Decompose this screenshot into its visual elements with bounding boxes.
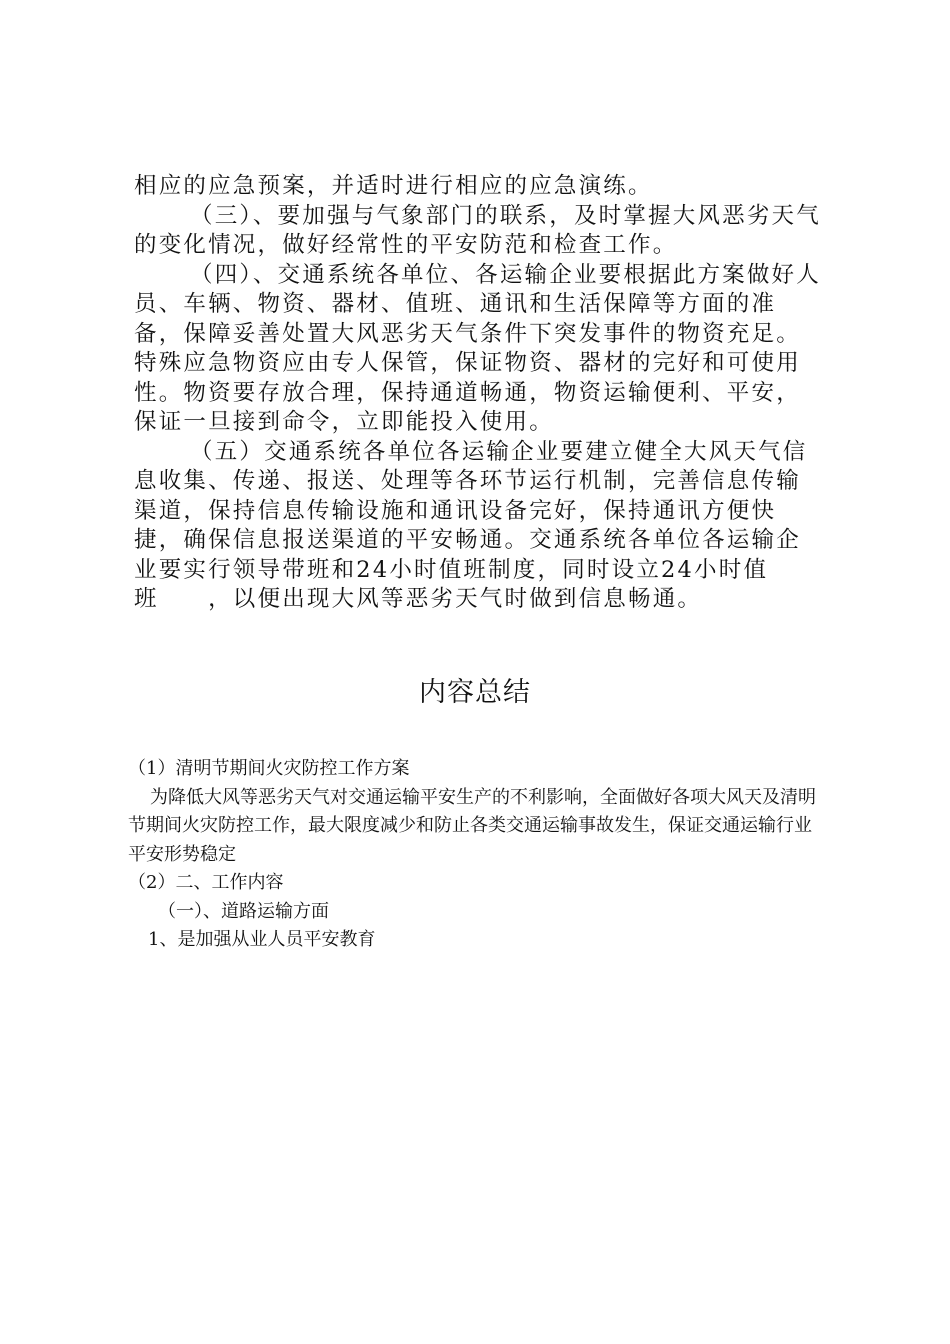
document-body	[134, 172, 824, 615]
summary-item-3: （一）、道路运输方面	[158, 900, 329, 922]
paragraph-information-mechanism: （五）交通系统各单位各运输企业要建立健全大风天气信息收集、传递、报送、处理等各环节运行机制，完善信息传输渠道，保持信息传输设施和通讯设备完好，保持通讯方便快捷，确保信息报送渠道的平安畅通。交通系统各单位各运输企业要实行领导带班和24小时值班制度，同时设立24小时值班 ，以便出现大风等恶劣天气时做到信息畅通。	[134, 438, 808, 612]
summary-item-1: （1）清明节期间火灾防控工作方案	[128, 758, 410, 779]
summary-title: 内容总结	[419, 677, 531, 708]
summary-paragraph: 为降低大风等恶劣天气对交通运输平安生产的不利影响，全面做好各项大风天及清明节期间火灾防控工作，最大限度减少和防止各类交通运输事故发生，保证交通运输行业平安形势稳定	[128, 786, 816, 865]
summary-item-2: （2）二、工作内容	[128, 872, 284, 893]
paragraph-material-preparation: （四）、交通系统各单位、各运输企业要根据此方案做好人员、车辆、物资、器材、值班、通讯和生活保障等方面的准备，保障妥善处置大风恶劣天气条件下突发事件的物资充足。特殊应急物资应由专人保管，保证物资、器材的完好和可使用性。物资要存放合理，保持通道畅通，物资运输便利、平安，保证一旦接到命令，立即能投入使用。	[134, 261, 821, 435]
paragraph-weather-contact: （三）、要加强与气象部门的联系，及时掌握大风恶劣天气的变化情况，做好经常性的平安防范和检查工作。	[134, 202, 821, 258]
paragraph-emergency-drill: 相应的应急预案，并适时进行相应的应急演练。	[134, 173, 653, 199]
summary-section	[128, 755, 828, 955]
summary-item-4: 1、是加强从业人员平安教育	[148, 929, 376, 950]
